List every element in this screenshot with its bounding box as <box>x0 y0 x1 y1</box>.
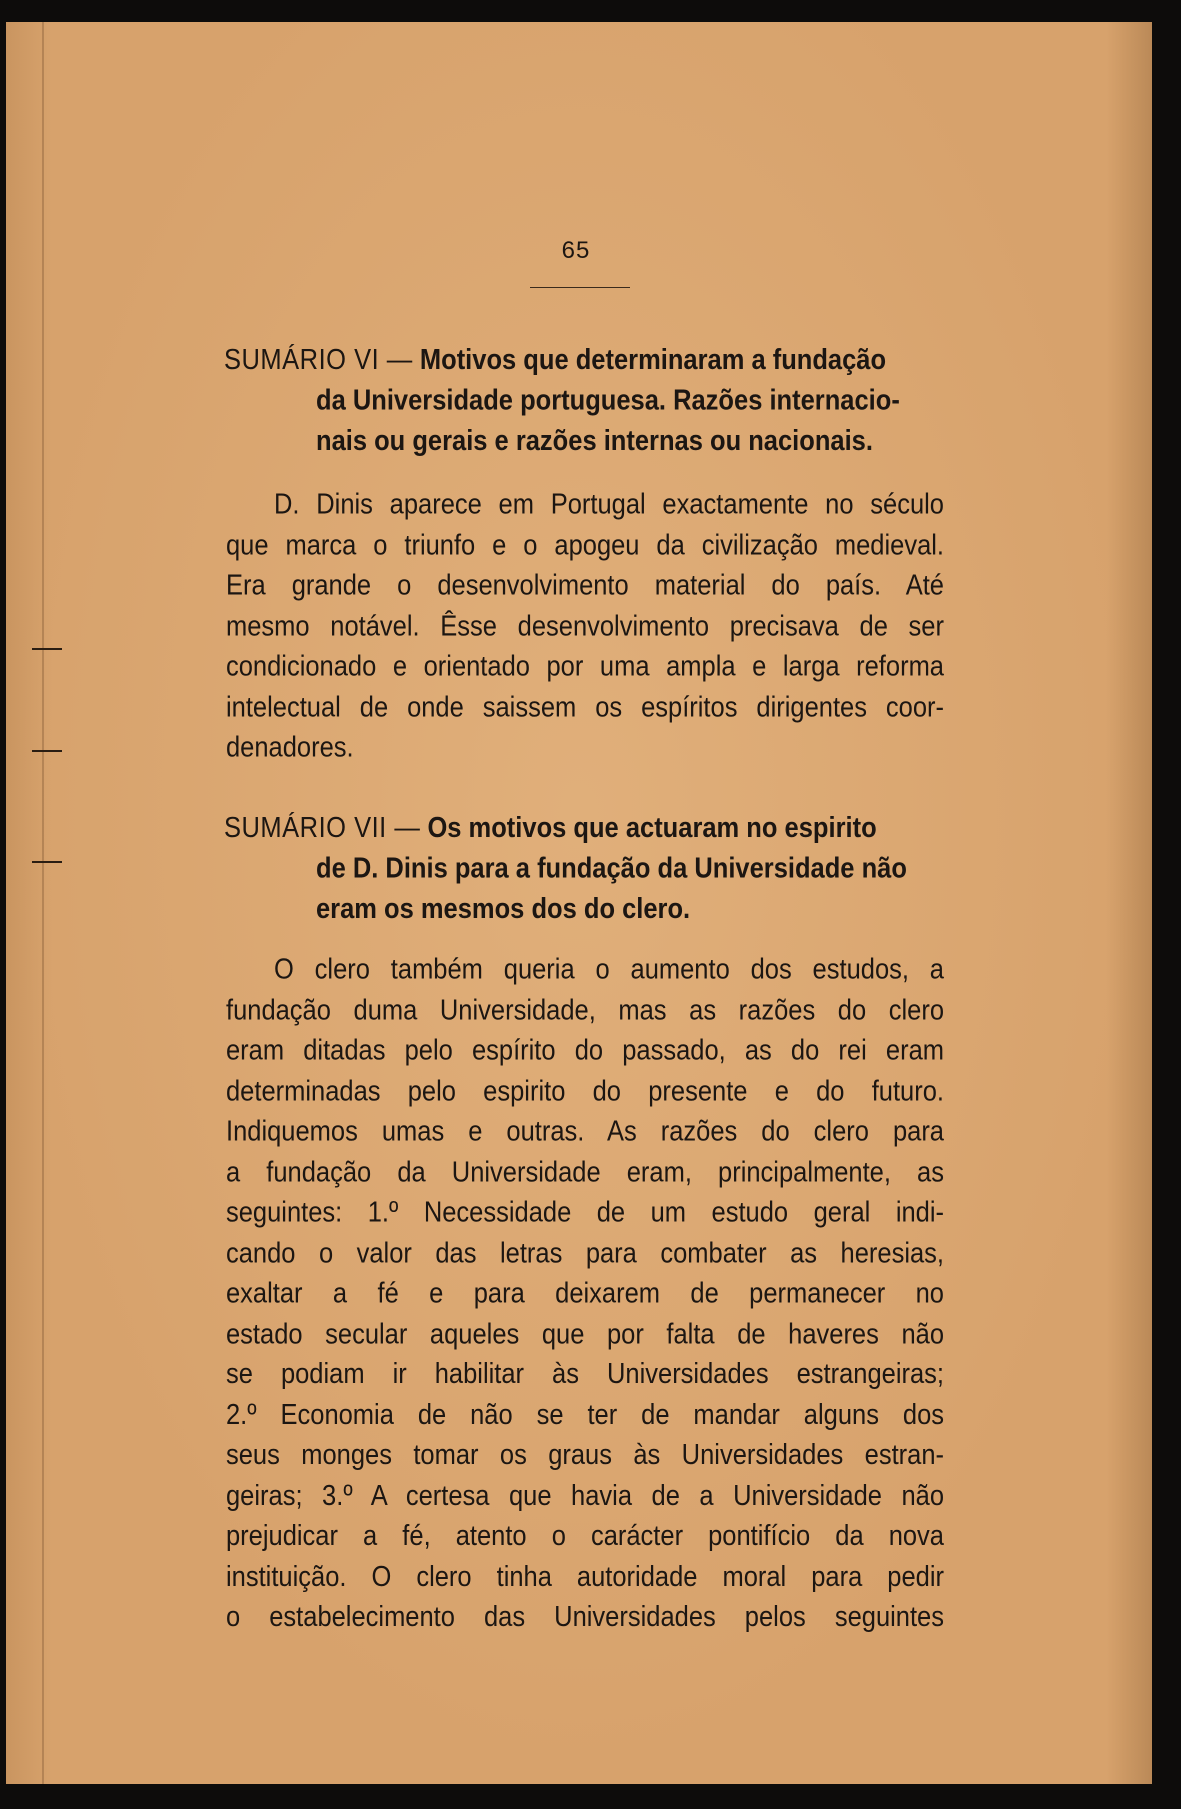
paragraph-line: exaltar a fé e para deixarem de permanecer no <box>226 1277 944 1310</box>
paragraph-line: o estabelecimento das Universidades pelos seguintes <box>226 1600 944 1633</box>
paragraph-line: Era grande o desenvolvimento material do país. Até <box>226 569 944 602</box>
paragraph-line: cando o valor das letras para combater as heresias, <box>226 1236 944 1269</box>
margin-mark <box>32 648 62 650</box>
summary-vii <box>224 808 944 929</box>
book-page <box>6 22 1152 1784</box>
summary-vii-label: SUMÁRIO VII — <box>224 812 421 844</box>
margin-mark <box>32 861 62 863</box>
paragraph-line: 2.º Economia de não se ter de mandar alguns dos <box>226 1398 944 1431</box>
paragraph-line: D. Dinis aparece em Portugal exactamente no século <box>274 488 944 521</box>
paragraph-line: denadores. <box>226 731 354 764</box>
binding-edge <box>42 22 44 1784</box>
paragraph-line: determinadas pelo espirito do presente e do futuro. <box>226 1074 944 1107</box>
paragraph-line: mesmo notável. Êsse desenvolvimento precisava de ser <box>226 609 944 642</box>
summary-vi-line: da Universidade portuguesa. Razões internacio- <box>316 384 900 417</box>
paragraph-line: condicionado e orientado por uma ampla e larga reforma <box>226 650 944 683</box>
paragraph-line: intelectual de onde saissem os espíritos dirigentes coor- <box>226 690 944 723</box>
page-number-rule <box>530 287 630 288</box>
summary-vi <box>224 340 944 461</box>
summary-vii-line: de D. Dinis para a fundação da Universidade não <box>316 852 907 885</box>
paragraph-line: fundação duma Universidade, mas as razões do clero <box>226 993 944 1026</box>
page-number: 65 <box>561 237 591 264</box>
paragraph-line: que marca o triunfo e o apogeu da civilização medieval. <box>226 528 944 561</box>
paragraph-line: seus monges tomar os graus às Universidades estran- <box>226 1439 944 1471</box>
summary-vi-first-line <box>224 340 944 380</box>
paragraph-line: geiras; 3.º A certesa que havia de a Universidade não <box>226 1479 944 1512</box>
summary-vii-first-line <box>224 808 944 848</box>
summary-vii-line: Os motivos que actuaram no espirito <box>427 812 877 844</box>
paragraph-line: a fundação da Universidade eram, principalmente, as <box>226 1155 944 1188</box>
summary-vi-line: nais ou gerais e razões internas ou nacionais. <box>316 425 873 457</box>
paragraph-line: estado secular aqueles que por falta de haveres não <box>226 1317 944 1350</box>
paragraph-1 <box>226 485 944 768</box>
paragraph-line: O clero também queria o aumento dos estudos, a <box>274 953 944 986</box>
paragraph-line: eram ditadas pelo espírito do passado, as do rei eram <box>226 1034 944 1067</box>
paragraph-line: se podiam ir habilitar às Universidades estrangeiras; <box>226 1358 944 1391</box>
paragraph-line: instituição. O clero tinha autoridade moral para pedir <box>226 1560 944 1593</box>
paragraph-line: Indiquemos umas e outras. As razões do clero para <box>226 1115 944 1148</box>
paragraph-line: prejudicar a fé, atento o carácter pontifício da nova <box>226 1520 944 1552</box>
summary-vi-line: Motivos que determinaram a fundação <box>419 344 887 376</box>
summary-vi-label: SUMÁRIO VI — <box>224 344 413 376</box>
summary-vii-line: eram os mesmos dos do clero. <box>316 893 691 925</box>
paragraph-2 <box>226 950 944 1638</box>
paragraph-line: seguintes: 1.º Necessidade de um estudo geral indi- <box>226 1196 944 1229</box>
margin-mark <box>32 750 62 752</box>
